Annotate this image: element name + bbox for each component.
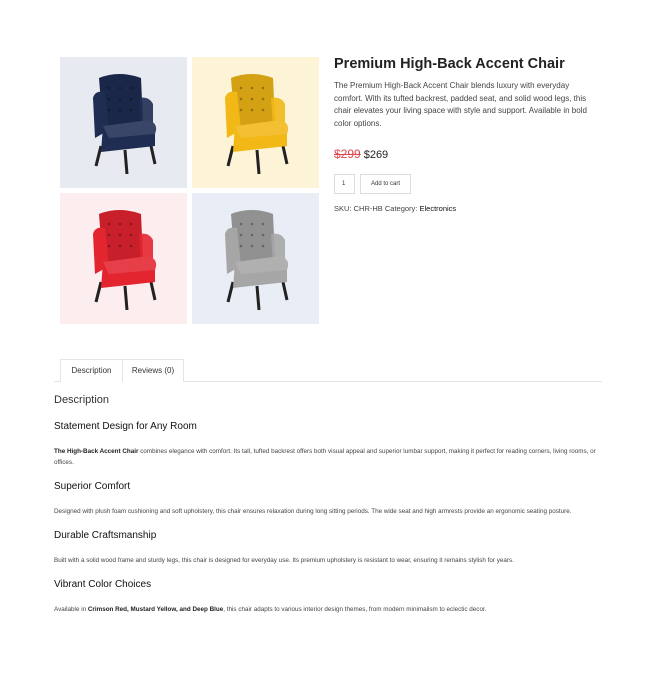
- section-title: Durable Craftsmanship: [54, 530, 157, 541]
- add-to-cart-button[interactable]: Add to cart: [360, 174, 411, 194]
- description-content: [54, 394, 606, 628]
- product-image-red[interactable]: [60, 193, 187, 324]
- product-image-yellow[interactable]: [192, 57, 319, 188]
- sale-price: $269: [363, 149, 389, 161]
- tab-description[interactable]: Description: [60, 359, 123, 382]
- old-price: $299: [334, 147, 361, 161]
- text: combines elegance with comfort. Its tall, tufted backrest offers both visual appeal and superior lumbar support, making it perfect for reading corners, living rooms, or offices.: [54, 448, 596, 466]
- price: [334, 147, 388, 161]
- sku-label: SKU:: [334, 204, 352, 213]
- section-text: [54, 446, 606, 468]
- text: , this chair adapts to various interior design themes, from modern minimalism to eclectic decor.: [223, 606, 487, 613]
- bold-text: The High-Back Accent Chair: [54, 448, 139, 455]
- product-image-blue[interactable]: [60, 57, 187, 188]
- section-text: [54, 604, 606, 615]
- category-label: Category:: [384, 204, 418, 213]
- text: Designed with plush foam cushioning and soft upholstery, this chair ensures relaxation during long sitting periods. The wide seat and high armrests provide an ergonomic seating posture.: [54, 508, 572, 515]
- tab-reviews[interactable]: Reviews (0): [122, 359, 184, 382]
- chair-icon: [211, 204, 301, 314]
- section-text: [54, 555, 606, 566]
- chair-icon: [79, 204, 169, 314]
- description-heading: Description: [54, 394, 110, 406]
- product-image-gray[interactable]: [192, 193, 319, 324]
- quantity-input[interactable]: 1: [334, 174, 355, 194]
- text: Available in: [54, 606, 88, 613]
- section-title: Vibrant Color Choices: [54, 579, 152, 590]
- product-meta: [334, 204, 456, 213]
- bold-text: Crimson Red, Mustard Yellow, and Deep Blue: [87, 606, 224, 613]
- category-link[interactable]: Electronics: [419, 204, 457, 213]
- sku-value: CHR-HB: [353, 204, 383, 213]
- section-text: [54, 506, 606, 517]
- section-title: Superior Comfort: [54, 481, 131, 492]
- chair-icon: [79, 68, 169, 178]
- product-description: The Premium High-Back Accent Chair blends luxury with everyday comfort. With its tufted backrest, padded seat, and solid wood legs, this chair elevates your living space with style and support. Available in bold color options.: [334, 81, 587, 128]
- section-title: Statement Design for Any Room: [54, 421, 197, 432]
- chair-icon: [211, 68, 301, 178]
- product-title: Premium High-Back Accent Chair: [334, 56, 565, 72]
- text: Built with a solid wood frame and sturdy legs, this chair is designed for everyday use. Its premium upholstery is resistant to wear, ensuring it remains stylish for years.: [54, 557, 514, 564]
